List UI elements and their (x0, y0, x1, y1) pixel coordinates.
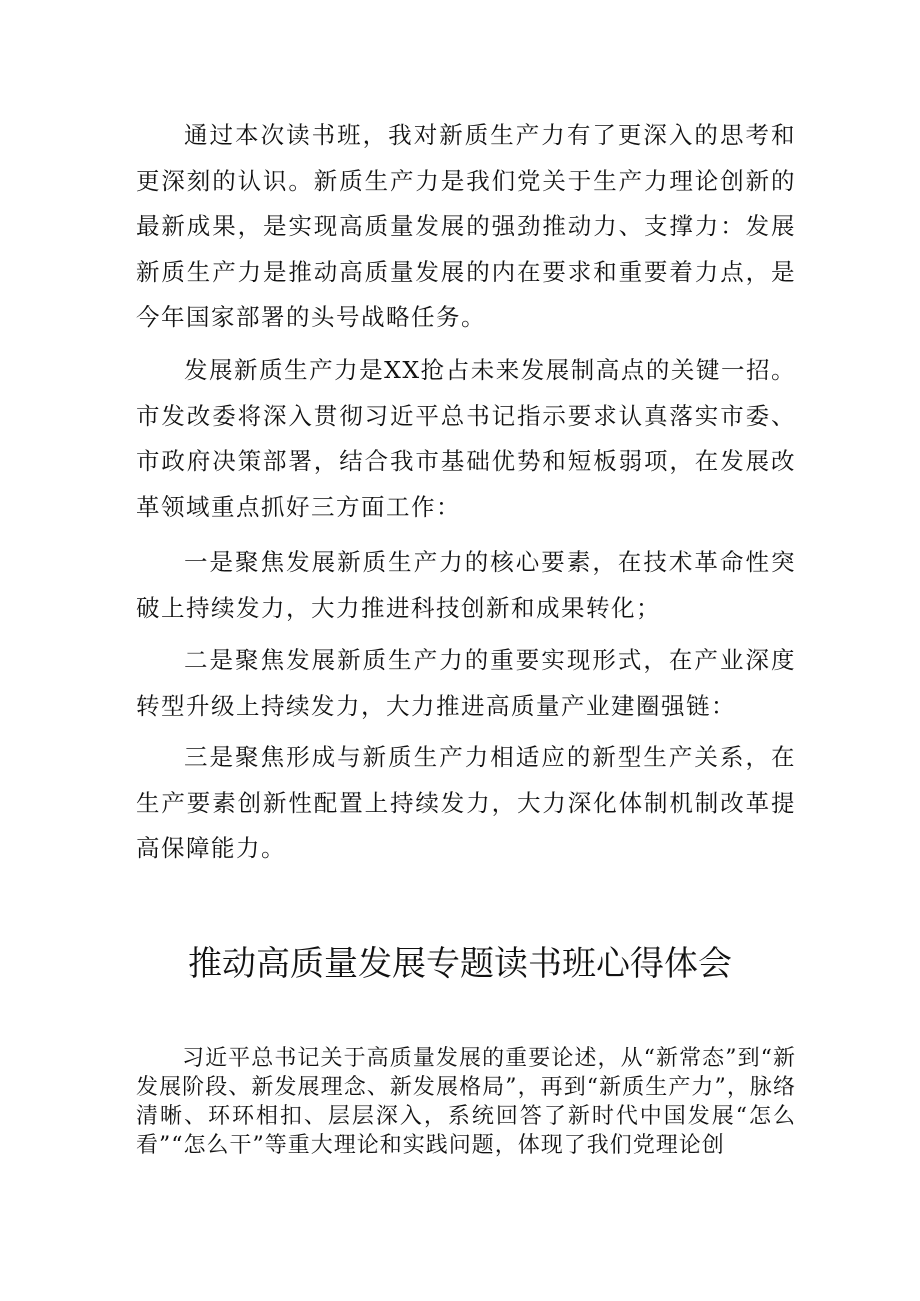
paragraph-task-one: 一是聚焦发展新质生产力的核心要素，在技术革命性突破上持续发力，大力推进科技创新和成果转化； (136, 548, 796, 622)
section-title: 推动高质量发展专题读书班心得体会 (188, 944, 732, 984)
paragraph-reading-reflection: 通过本次读书班，我对新质生产力有了更深入的思考和更深刻的认识。新质生产力是我们党关于生产力理论创新的最新成果，是实现高质量发展的强劲推动力、支撑力：发展新质生产力是推动高质量发展的内在要求和重要着力点，是今年国家部署的头号战略任务。 (136, 121, 796, 331)
paragraph-task-three: 三是聚焦形成与新质生产力相适应的新型生产关系，在生产要素创新性配置上持续发力，大力深化体制机制改革提高保障能力。 (136, 743, 796, 862)
paragraph-section-intro: 习近平总书记关于高质量发展的重要论述，从“新常态”到“新发展阶段、新发展理念、新发展格局”，再到“新质生产力”，脉络清晰、环环相扣、层层深入，系统回答了新时代中国发展“怎么看”“怎么干”等重大理论和实践问题，体现了我们党理论创 (136, 1046, 796, 1158)
paragraph-key-move: 发展新质生产力是XX抢占未来发展制高点的关键一招。市发改委将深入贯彻习近平总书记指示要求认真落实市委、市政府决策部署，结合我市基础优势和短板弱项，在发展改革领域重点抓好三方面工作： (136, 356, 796, 521)
paragraph-task-two: 二是聚焦发展新质生产力的重要实现形式，在产业深度转型升级上持续发力，大力推进高质量产业建圈强链： (136, 646, 796, 720)
